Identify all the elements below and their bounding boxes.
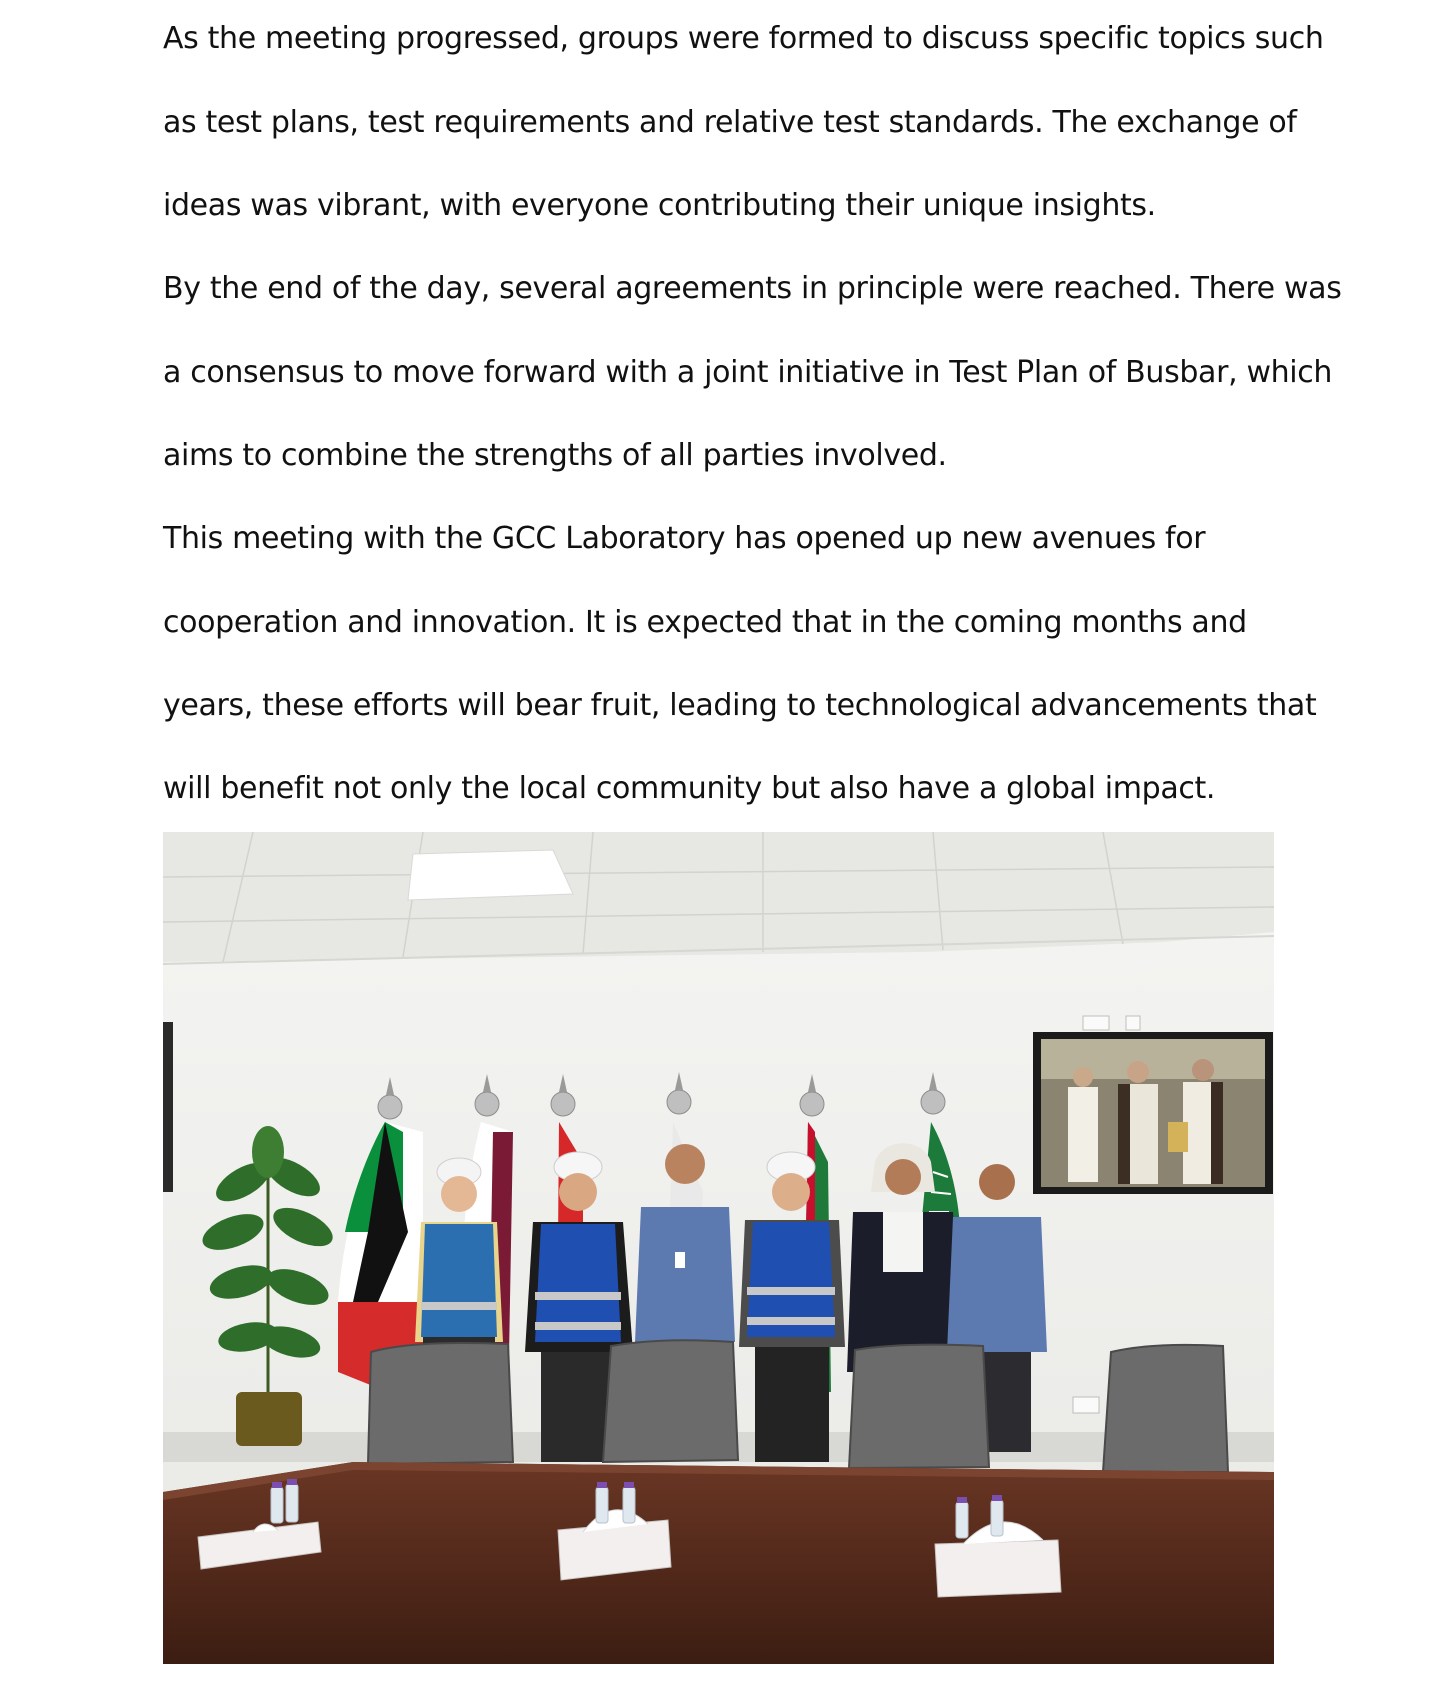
chair bbox=[1103, 1345, 1228, 1472]
group-photo bbox=[163, 832, 1274, 1664]
text-line: as test plans, test requirements and relative test standards. The exchange of bbox=[163, 105, 1297, 140]
ceiling bbox=[163, 832, 1274, 962]
conference-table bbox=[163, 1462, 1274, 1664]
chair bbox=[368, 1343, 513, 1464]
text-line: ideas was vibrant, with everyone contributing their unique insights. bbox=[163, 188, 1156, 223]
text-line: As the meeting progressed, groups were formed to discuss specific topics such bbox=[163, 21, 1324, 56]
chair bbox=[603, 1340, 738, 1462]
wall-outlet bbox=[1073, 1397, 1099, 1413]
ceiling-light bbox=[408, 850, 573, 900]
text-line: By the end of the day, several agreements in principle were reached. There was bbox=[163, 271, 1342, 306]
wall-switch bbox=[1126, 1016, 1140, 1030]
text-line: years, these efforts will bear fruit, leading to technological advancements that bbox=[163, 688, 1317, 723]
chair bbox=[849, 1345, 989, 1468]
text-line: This meeting with the GCC Laboratory has opened up new avenues for bbox=[163, 521, 1206, 556]
wall-frame-left bbox=[163, 1022, 173, 1192]
group-photo-illustration bbox=[163, 832, 1274, 1664]
text-line: aims to combine the strengths of all parties involved. bbox=[163, 438, 947, 473]
text-line: a consensus to move forward with a joint initiative in Test Plan of Busbar, which bbox=[163, 355, 1333, 390]
wall-outlet bbox=[1083, 1016, 1109, 1030]
framed-portrait bbox=[1033, 1032, 1273, 1194]
text-line: cooperation and innovation. It is expected that in the coming months and bbox=[163, 605, 1247, 640]
text-line: will benefit not only the local community but also have a global impact. bbox=[163, 771, 1216, 806]
